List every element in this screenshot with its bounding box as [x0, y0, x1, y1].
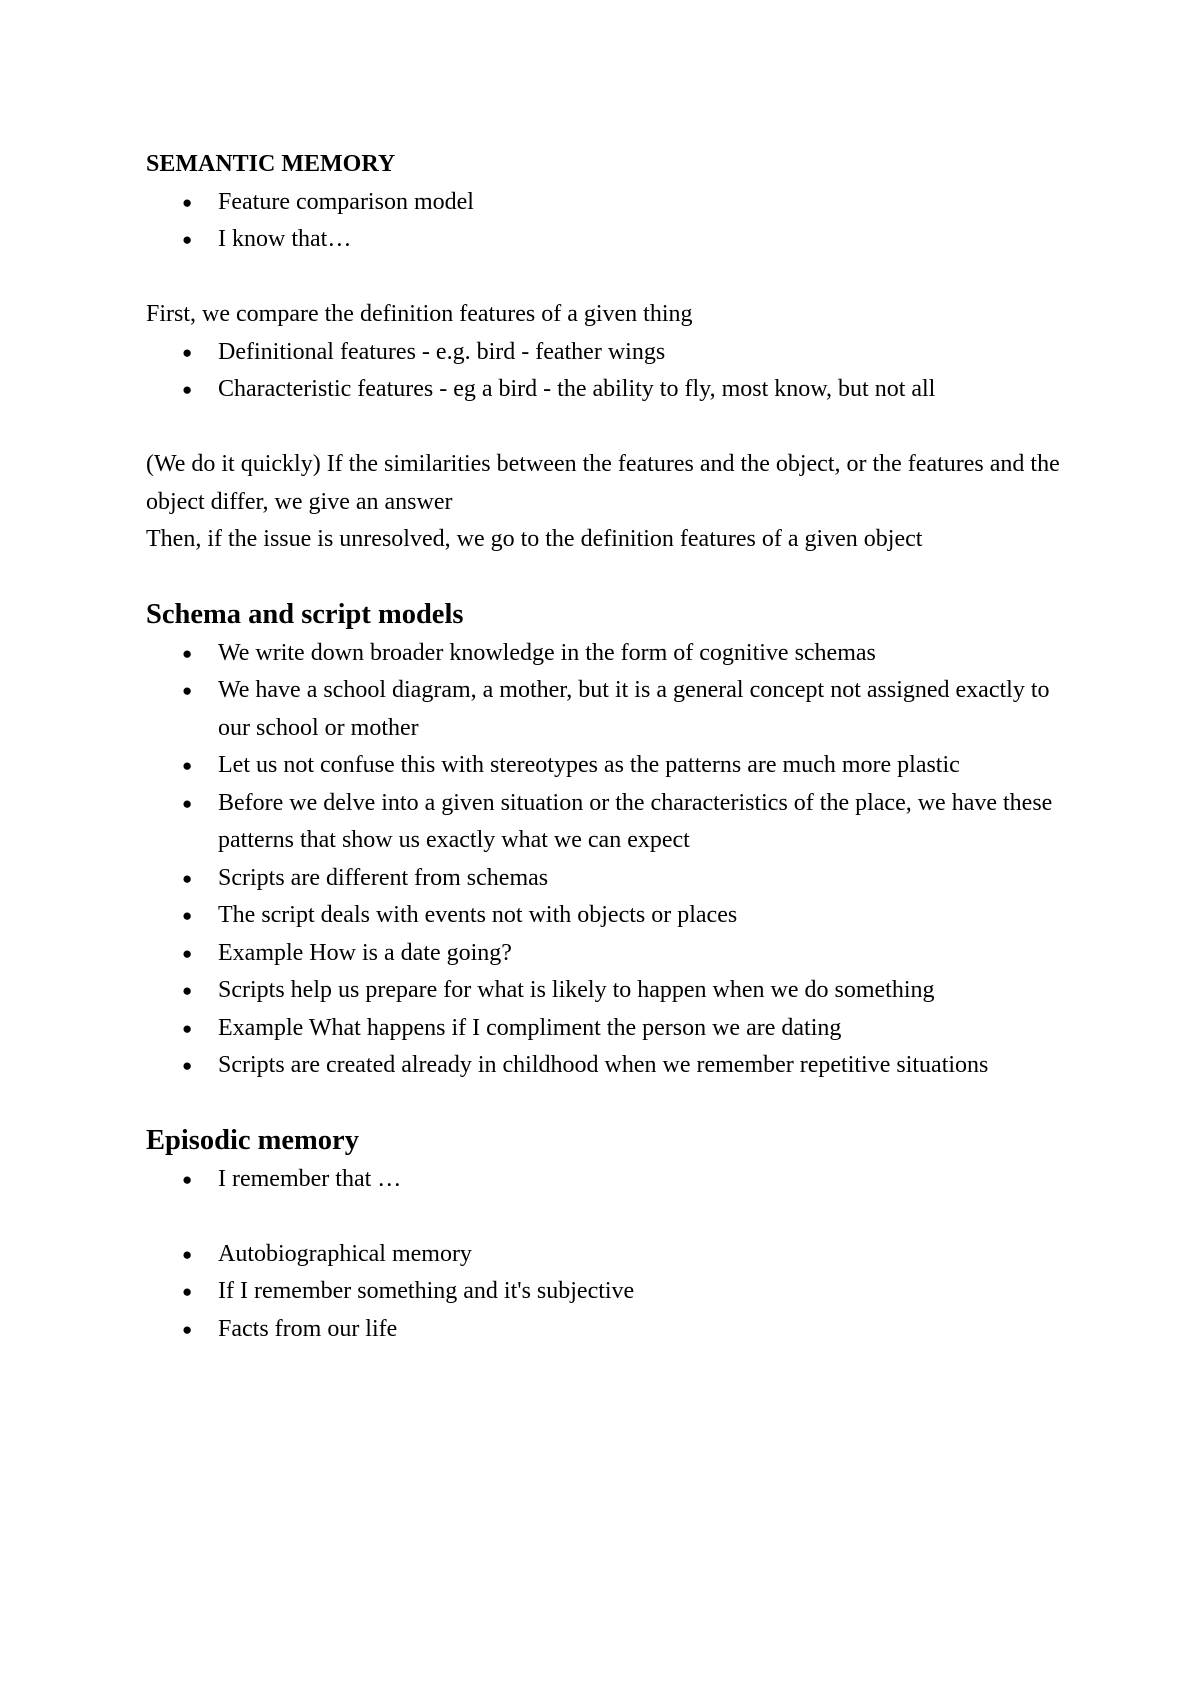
episodic-bullet-list-a	[146, 1161, 1066, 1199]
list-item: ● If I remember something and it's subjective	[146, 1273, 1066, 1311]
list-item: ● We have a school diagram, a mother, but it is a general concept not assigned exactly to our school or mother	[146, 672, 1066, 747]
paragraph-first-compare: First, we compare the definition features of a given thing	[146, 301, 693, 327]
spacer	[146, 259, 1066, 297]
list-item: ● Facts from our life	[146, 1311, 1066, 1349]
list-item: ● Scripts are different from schemas	[146, 860, 1066, 898]
list-item: ● We write down broader knowledge in the form of cognitive schemas	[146, 635, 1066, 673]
paragraph-unresolved: Then, if the issue is unresolved, we go to the definition features of a given object	[146, 526, 923, 552]
list-item: ● Scripts help us prepare for what is likely to happen when we do something	[146, 972, 1066, 1010]
schema-script-heading: Schema and script models	[146, 598, 464, 630]
spacer	[146, 409, 1066, 447]
list-item: ● I know that…	[146, 221, 1066, 259]
list-item: ● The script deals with events not with objects or places	[146, 897, 1066, 935]
paragraph-quick-answer: (We do it quickly) If the similarities between the features and the object, or the features and the object differ, we give an answer	[146, 451, 1060, 515]
schema-bullet-list	[146, 635, 1066, 1085]
spacer	[146, 1085, 1066, 1121]
feature-bullet-list	[146, 334, 1066, 409]
list-item: ● Autobiographical memory	[146, 1236, 1066, 1274]
episodic-memory-heading: Episodic memory	[146, 1124, 359, 1156]
spacer	[146, 1198, 1066, 1236]
document-page	[146, 146, 1066, 1348]
list-item: ● Example How is a date going?	[146, 935, 1066, 973]
semantic-memory-heading: SEMANTIC MEMORY	[146, 151, 396, 177]
list-item: ● Scripts are created already in childhood when we remember repetitive situations	[146, 1047, 1066, 1085]
list-item: ● I remember that …	[146, 1161, 1066, 1199]
list-item: ● Characteristic features - eg a bird - the ability to fly, most know, but not all	[146, 371, 1066, 409]
list-item: ● Example What happens if I compliment the person we are dating	[146, 1010, 1066, 1048]
spacer	[146, 559, 1066, 595]
list-item: ● Before we delve into a given situation or the characteristics of the place, we have these patterns that show us exactly what we can expect	[146, 785, 1066, 860]
episodic-bullet-list-b	[146, 1236, 1066, 1349]
list-item: ● Feature comparison model	[146, 184, 1066, 222]
semantic-bullet-list	[146, 184, 1066, 259]
list-item: ● Let us not confuse this with stereotypes as the patterns are much more plastic	[146, 747, 1066, 785]
list-item: ● Definitional features - e.g. bird - feather wings	[146, 334, 1066, 372]
